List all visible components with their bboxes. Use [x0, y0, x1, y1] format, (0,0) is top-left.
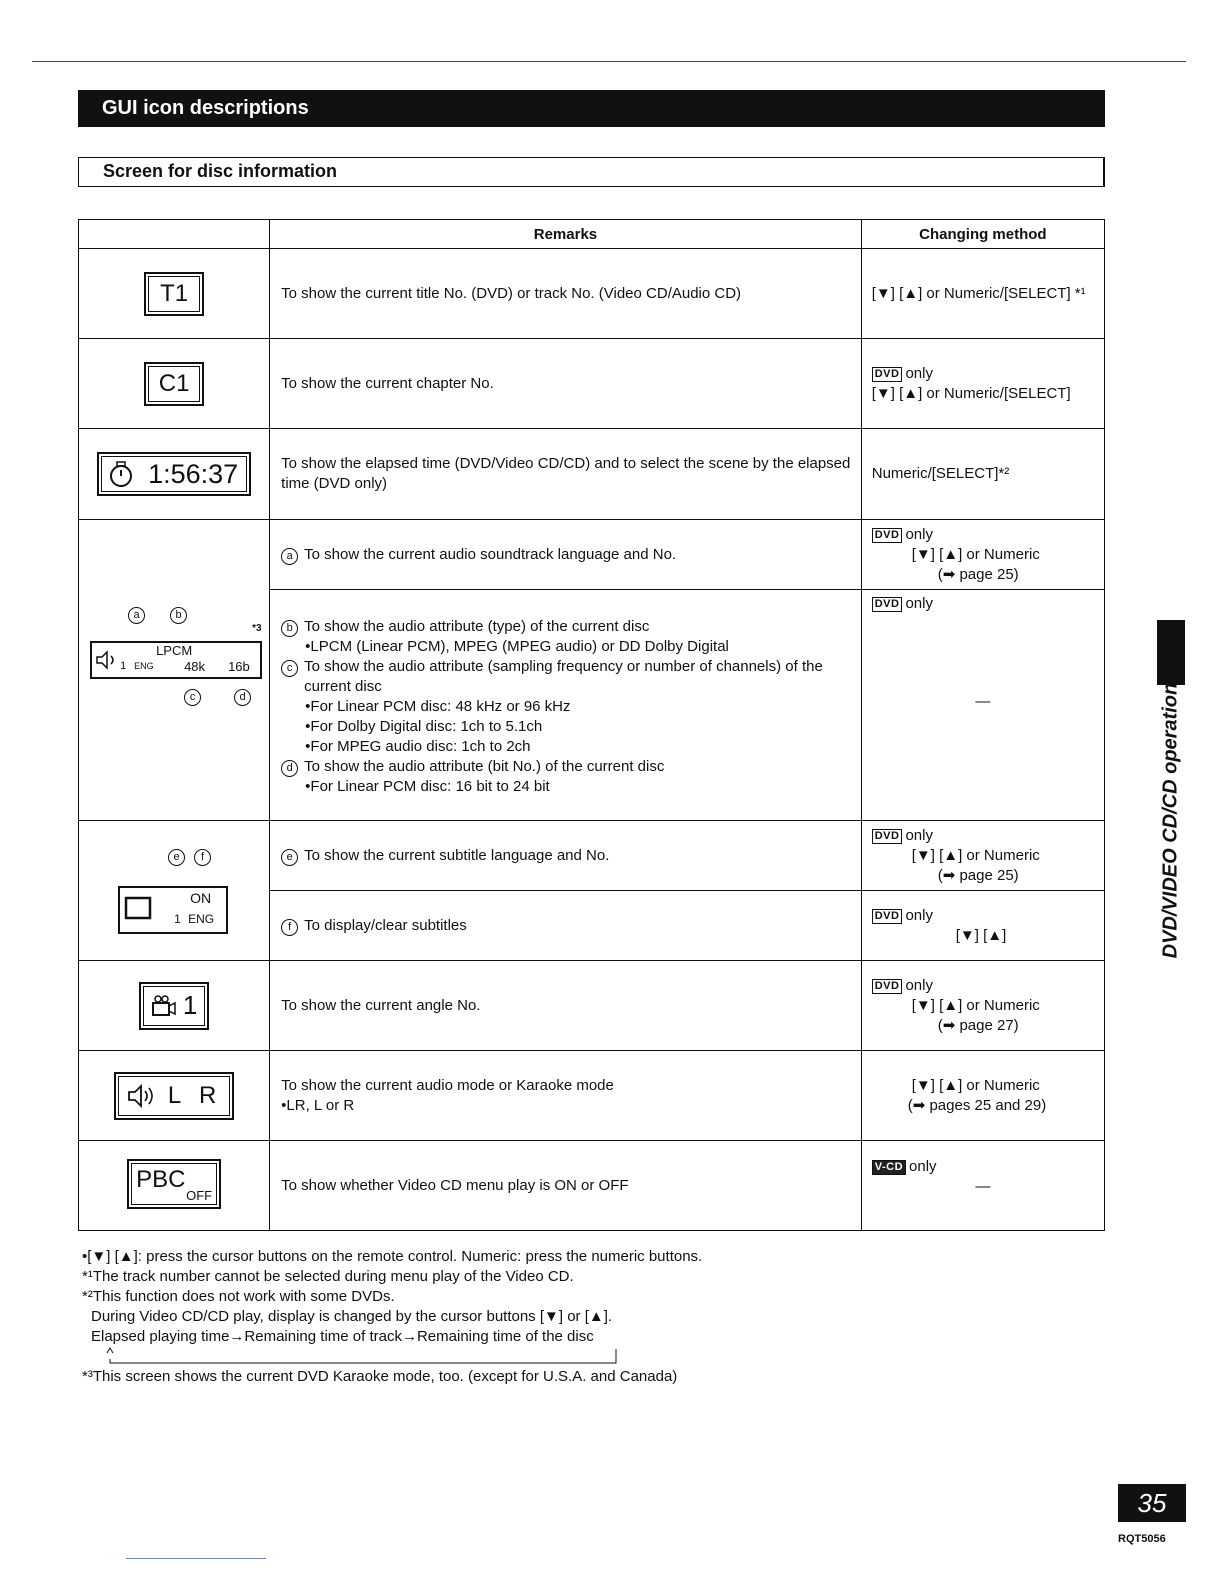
table-row [79, 520, 1105, 590]
table-row [79, 1051, 1105, 1141]
dvd-badge: DVD [872, 909, 903, 924]
dvd-badge: DVD [872, 597, 903, 612]
bottom-rule [126, 1558, 266, 1559]
footnote-2: *²This function does not work with some DVDs. [82, 1288, 395, 1305]
footnote-cursor: •[▼] [▲]: press the cursor buttons on the remote control. Numeric: press the numeric buttons. [82, 1248, 703, 1265]
audio-a-changing: DVD only [▼] [▲] or Numeric (➡ page 25) [861, 520, 1104, 590]
subtitle-f-remarks: f To display/clear subtitles [270, 891, 862, 961]
subtitle-e-changing: DVD only [▼] [▲] or Numeric (➡ page 25) [861, 821, 1104, 891]
subtitle-f-changing: DVD only [▼] [▲] [861, 891, 1104, 961]
footnote-1: *¹The track number cannot be selected during menu play of the Video CD. [82, 1268, 574, 1285]
icon-column-header [79, 220, 270, 249]
pbc-changing: V-CD only — [861, 1141, 1104, 1231]
vcd-badge: V-CD [872, 1160, 906, 1175]
top-rule [32, 61, 1186, 62]
time-remarks: To show the elapsed time (DVD/Video CD/CD) and to select the scene by the elapsed time (DVD only) [270, 429, 862, 520]
subtitle-icon-cell [79, 821, 270, 961]
clock-icon [106, 460, 136, 488]
section-title: Screen for disc information [78, 157, 1105, 187]
audio-bcd-changing: DVD only — [861, 590, 1104, 821]
table-row [79, 821, 1105, 891]
table-row [79, 961, 1105, 1051]
audio-mode-icon-cell [79, 1051, 270, 1141]
audio-a-remarks: a To show the current audio soundtrack language and No. [270, 520, 862, 590]
dvd-badge: DVD [872, 829, 903, 844]
time-changing: Numeric/[SELECT]*² [861, 429, 1104, 520]
footnote-2-sequence: Elapsed playing time→Remaining time of track→Remaining time of the disc [91, 1328, 594, 1345]
audio-mode-changing: [▼] [▲] or Numeric (➡ pages 25 and 29) [861, 1051, 1104, 1141]
pbc-icon-cell [79, 1141, 270, 1231]
title-number-icon: T1 [144, 272, 204, 316]
footnote-3: *³This screen shows the current DVD Karaoke mode, too. (except for U.S.A. and Canada) [82, 1368, 678, 1385]
table-header-row [79, 220, 1105, 249]
dvd-badge: DVD [872, 979, 903, 994]
elapsed-time-icon: 1:56:37 [97, 452, 251, 496]
table-row [79, 429, 1105, 520]
gui-icon-table [78, 219, 1105, 1231]
pbc-status-icon: PBC OFF [127, 1159, 221, 1209]
page-number: 35 [1118, 1484, 1186, 1522]
remarks-header: Remarks [270, 220, 862, 249]
page-header: GUI icon descriptions [78, 90, 1105, 127]
title-icon-cell [79, 249, 270, 339]
time-icon-cell [79, 429, 270, 520]
table-row [79, 1141, 1105, 1231]
camera-icon [151, 994, 177, 1018]
footnote-2-detail: During Video CD/CD play, display is changed by the cursor buttons [▼] or [▲]. [91, 1308, 613, 1325]
title-remarks: To show the current title No. (DVD) or track No. (Video CD/Audio CD) [270, 249, 862, 339]
audio-speaker-icon [94, 649, 120, 671]
table-row [79, 339, 1105, 429]
audio-info-icon: a b *3 LPCM 1 ENG 48k 16b c d [84, 605, 264, 735]
dvd-badge: DVD [872, 367, 903, 382]
footnotes [82, 1247, 1042, 1387]
audio-speaker-icon [126, 1083, 158, 1109]
dvd-badge: DVD [872, 528, 903, 543]
audio-bcd-remarks: b To show the audio attribute (type) of the current disc •LPCM (Linear PCM), MPEG (MPEG audio) or DD Dolby Digital c To show the audio attribute (sampling frequency or number of channels) of the current disc •For Linear PCM disc: 48 kHz or 96 kHz •For Dolby Digital disc: 1ch to 5.1ch •For MPEG audio disc: 1ch to 2ch d To show the audio attribute (bit No.) of the current disc •For Linear PCM disc: 16 bit to 24 bit [270, 590, 862, 821]
changing-method-header: Changing method [861, 220, 1104, 249]
chapter-number-icon: C1 [144, 362, 204, 406]
angle-number-icon: 1 [139, 982, 209, 1030]
pbc-remarks: To show whether Video CD menu play is ON or OFF [270, 1141, 862, 1231]
subtitle-e-remarks: e To show the current subtitle language and No. [270, 821, 862, 891]
audio-mode-remarks: To show the current audio mode or Karaoke mode •LR, L or R [270, 1051, 862, 1141]
chapter-changing: DVD only [▼] [▲] or Numeric/[SELECT] [861, 339, 1104, 429]
side-section-label: DVD/VIDEO CD/CD operations [1159, 671, 1182, 959]
angle-remarks: To show the current angle No. [270, 961, 862, 1051]
chapter-remarks: To show the current chapter No. [270, 339, 862, 429]
document-code: RQT5056 [1118, 1533, 1166, 1545]
angle-changing: DVD only [▼] [▲] or Numeric (➡ page 27) [861, 961, 1104, 1051]
loop-arrow [82, 1347, 1042, 1367]
angle-icon-cell [79, 961, 270, 1051]
subtitle-screen-icon [124, 896, 154, 922]
audio-mode-icon: L R [114, 1072, 234, 1120]
audio-icon-cell [79, 520, 270, 821]
table-row [79, 249, 1105, 339]
title-changing: [▼] [▲] or Numeric/[SELECT] *¹ [861, 249, 1104, 339]
subtitle-info-icon: e f ON 1 ENG [114, 831, 234, 951]
chapter-icon-cell [79, 339, 270, 429]
